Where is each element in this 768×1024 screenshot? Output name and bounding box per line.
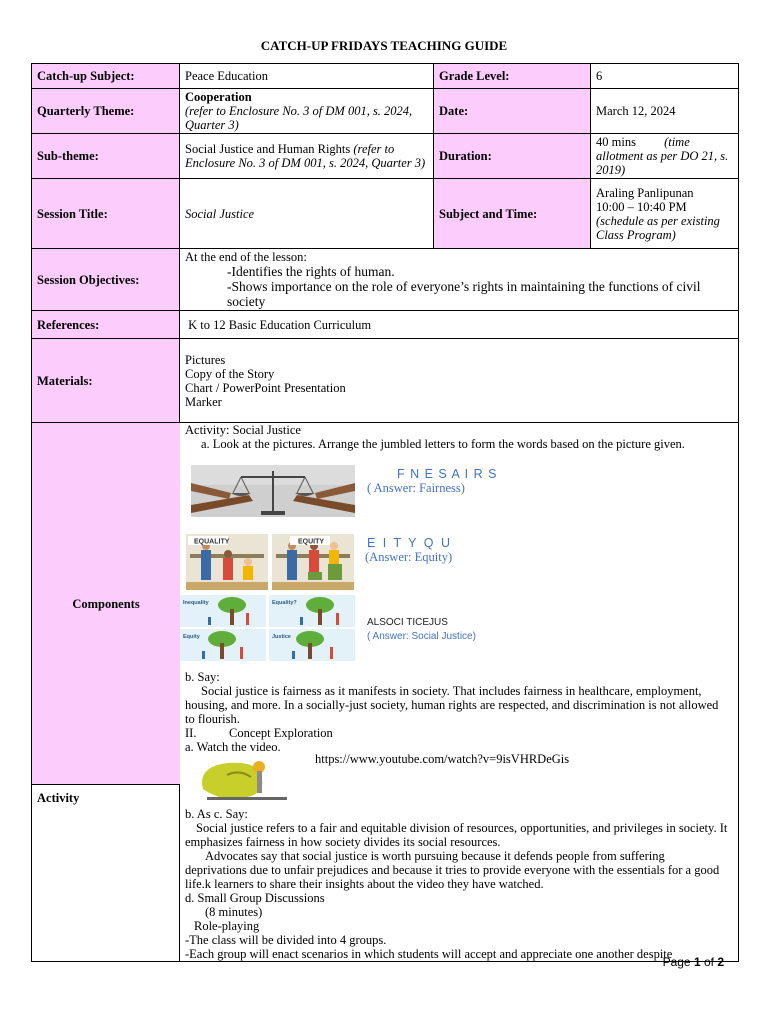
references-label: References:	[32, 311, 180, 339]
components-content-cell	[180, 423, 739, 962]
jumble-social-justice: ALSOCI TICEJUS	[367, 617, 448, 628]
say-b-text: Social justice is fairness as it manifests in society. That includes fairness in healthcare, employment, housing, and more. In a socially-just society, human rights are respected, and discrimination is not allowed to flourish.	[185, 684, 719, 726]
session-title-label: Session Title:	[32, 179, 180, 249]
theme-cell	[180, 89, 434, 134]
objective-item-2	[185, 279, 733, 309]
grade-value: 6	[591, 64, 739, 89]
answer-social-justice: ( Answer: Social Justice)	[367, 631, 476, 642]
material-item-1: Pictures	[185, 352, 226, 367]
say-b-heading: b. Say:	[185, 670, 220, 684]
say-c-heading: b. As c. Say:	[185, 807, 248, 821]
theme-value: Cooperation	[185, 90, 252, 104]
subject-value: Peace Education	[180, 64, 434, 89]
references-value	[180, 311, 739, 339]
materials-cell	[180, 339, 739, 423]
video-url-link[interactable]: https://www.youtube.com/watch?v=9isVHRDeGis	[315, 752, 570, 766]
components-label-cell	[32, 423, 180, 962]
objectives-intro: At the end of the lesson:	[185, 250, 307, 264]
equity-label: EQUITY	[298, 538, 325, 546]
row-materials	[32, 339, 739, 423]
duration-cell	[591, 134, 739, 179]
group-instruction-1: -The class will be divided into 4 groups.	[185, 933, 387, 947]
page-prefix: Page	[662, 955, 694, 969]
section-ii-title: Concept Exploration	[229, 726, 333, 740]
subject-label: Catch-up Subject:	[32, 64, 180, 89]
tree-equity-label: Equity	[183, 634, 200, 640]
subtheme-value: Social Justice and Human Rights	[185, 142, 351, 156]
subject-time-time: 10:00 – 10:40 PM	[596, 199, 687, 214]
group-instruction-2: -Each group will enact scenarios in which students will accept and appreciate one another despite	[185, 947, 673, 961]
objective-item-1: -Identifies the rights of human.	[227, 264, 395, 279]
material-item-2: Copy of the Story	[185, 366, 275, 381]
subtheme-label: Sub-theme:	[32, 134, 180, 179]
inequality-label: Inequality	[183, 600, 209, 606]
section-ii-number: II.	[185, 726, 197, 740]
objective-item-2-text: -Shows importance on the role of everyone’s rights in maintaining the functions of civil society	[227, 279, 701, 309]
duration-label: Duration:	[434, 134, 591, 179]
date-value: March 12, 2024	[591, 89, 739, 134]
date-label: Date:	[434, 89, 591, 134]
scales-picture	[191, 465, 355, 517]
grade-label: Grade Level:	[434, 64, 591, 89]
materials-label: Materials:	[32, 339, 180, 423]
activity-label: Activity	[37, 791, 80, 805]
duration-value: 40 mins	[596, 135, 636, 149]
say-c-paragraph-1: Social justice refers to a fair and equitable division of resources, opportunities, and privileges in society. It emphasizes fairness in how society divides its social resources.	[185, 821, 728, 849]
row-subtheme	[32, 134, 739, 179]
subject-time-cell	[591, 179, 739, 249]
theme-label: Quarterly Theme:	[32, 89, 180, 134]
instruction-a: a. Look at the pictures. Arrange the jumbled letters to form the words based on the picture given.	[201, 437, 685, 451]
watch-video-instruction: a. Watch the video.	[185, 740, 281, 754]
objectives-label: Session Objectives:	[32, 249, 180, 311]
video-thumbnail[interactable]	[187, 755, 309, 805]
equality-label: EQUALITY	[194, 538, 230, 546]
row-objectives	[32, 249, 739, 311]
duration-note: (time allotment as per DO 21, s. 2019)	[596, 135, 729, 177]
material-item-3: Chart / PowerPoint Presentation	[185, 380, 346, 395]
small-group-heading: d. Small Group Discussions	[185, 891, 325, 905]
answer-equity: (Answer: Equity)	[365, 550, 453, 564]
activity-heading: Activity: Social Justice	[185, 423, 301, 437]
jumble-fairness: F N E S A I R S	[397, 467, 498, 481]
equality-equity-picture	[186, 534, 354, 590]
jumble-equity: E I T Y Q U	[367, 536, 452, 550]
row-session-title	[32, 179, 739, 249]
row-subject	[32, 64, 739, 89]
components-label: Components	[32, 423, 180, 785]
row-components	[32, 423, 739, 962]
page-of: of	[700, 955, 718, 969]
material-item-4: Marker	[185, 394, 222, 409]
teaching-guide-table	[31, 63, 739, 962]
answer-fairness: ( Answer: Fairness)	[367, 481, 465, 495]
role-playing-label: Role-playing	[194, 919, 260, 933]
justice-label: Justice	[272, 634, 291, 640]
session-title-value: Social Justice	[180, 179, 434, 249]
components-content	[180, 423, 738, 960]
page-total: 2	[717, 955, 724, 969]
equality-question-label: Equality?	[272, 600, 297, 606]
objectives-cell	[180, 249, 739, 311]
theme-reference: (refer to Enclosure No. 3 of DM 001, s. 2024, Quarter 3)	[185, 104, 413, 132]
subject-time-subject: Araling Panlipunan	[596, 185, 694, 200]
row-theme	[32, 89, 739, 134]
subject-time-note: (schedule as per existing Class Program)	[596, 213, 720, 242]
say-c-paragraph-2: Advocates say that social justice is worth pursuing because it defends people from suffering deprivations due to unfair prejudices and because it tries to provide everyone with the essentials for a good life.k learners to share their insights about the video they have watched.	[185, 849, 720, 891]
subtheme-reference: (refer to Enclosure No. 3 of DM 001, s. 2024, Quarter 3)	[185, 142, 426, 170]
document-title: CATCH-UP FRIDAYS TEACHING GUIDE	[260, 38, 508, 53]
components-label-wrap	[32, 423, 179, 960]
row-references	[32, 311, 739, 339]
page-number	[663, 955, 724, 969]
trees-picture	[180, 595, 355, 661]
references-text: K to 12 Basic Education Curriculum	[188, 317, 372, 332]
small-group-time: (8 minutes)	[205, 905, 263, 919]
page-current: 1	[693, 955, 701, 969]
subject-time-label: Subject and Time:	[434, 179, 591, 249]
subtheme-cell	[180, 134, 434, 179]
